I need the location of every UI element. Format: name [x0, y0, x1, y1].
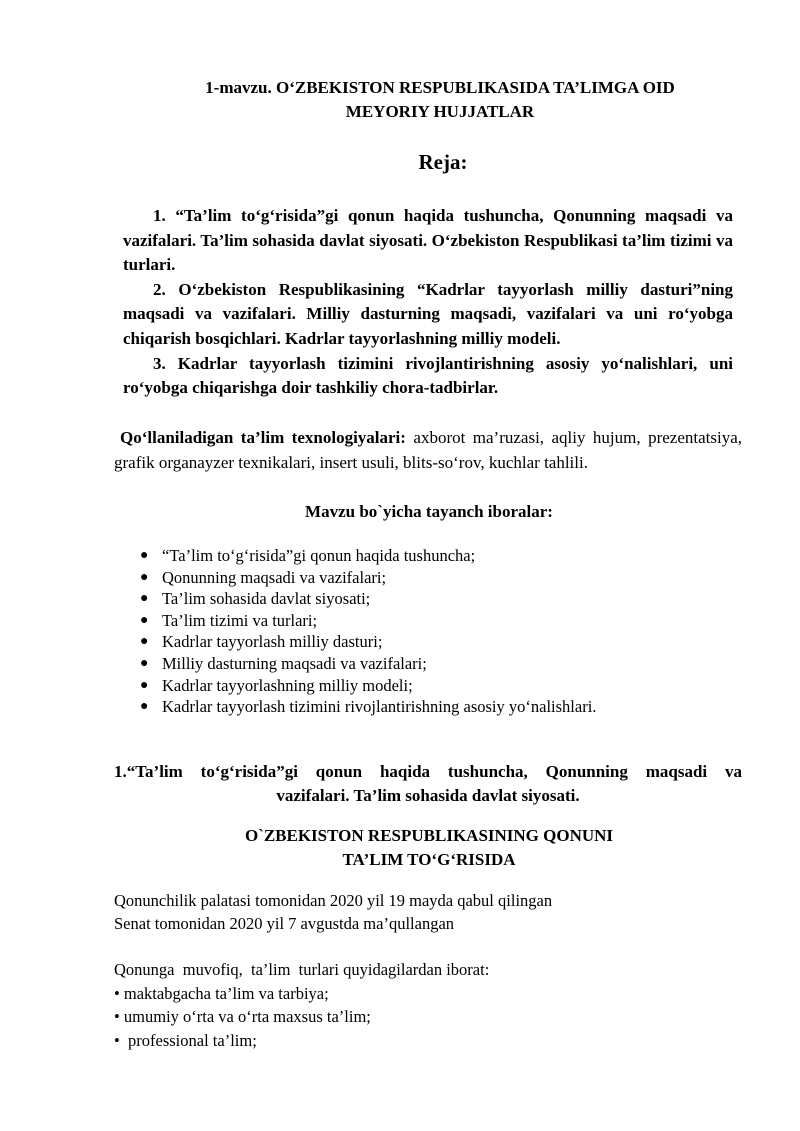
list-item: ● “Ta’lim to‘g‘risida”gi qonun haqida tushuncha; [140, 546, 476, 565]
document-title [160, 76, 720, 124]
list-item: • professional ta’lim; [114, 1030, 257, 1050]
list-item: ● Ta’lim tizimi va turlari; [140, 610, 318, 630]
title-line-1: 1-mavzu. O‘ZBEKISTON RESPUBLIKASIDA TA’LIMGA OID [205, 78, 675, 97]
list-item: ● Qonunning maqsadi va vazifalari; [140, 567, 387, 587]
section-1-heading [114, 760, 742, 808]
section-1-heading-line-2: vazifalari. Ta’lim sohasida davlat siyosati. [276, 786, 580, 805]
keywords-heading: Mavzu bo`yicha tayanch iboralar: [305, 502, 553, 521]
plan-item: 1. “Ta’lim to‘g‘risida”gi qonun haqida tushuncha, Qonunning maqsadi va vazifalari. Ta’lim sohasida davlat siyosati. O‘zbekiston Respublikasi ta’lim tizimi va turlari. [123, 206, 733, 275]
plan-item: 3. Kadrlar tayyorlash tizimini rivojlantirishning asosiy yo‘nalishlari, uni ro‘yobga chiqarishga doir tashkiliy chora-tadbirlar. [123, 353, 733, 398]
bullet-icon: ● [140, 548, 149, 563]
bullet-icon: ● [140, 634, 149, 650]
list-item: ● Kadrlar tayyorlash milliy dasturi; [140, 632, 383, 652]
bullet-icon: ● [140, 612, 149, 628]
adoption-date: Qonunchilik palatasi tomonidan 2020 yil 19 mayda qabul qilingan [114, 891, 553, 910]
list-item: ● Milliy dasturning maqsadi va vazifalari; [140, 653, 427, 673]
bullet-icon: ● [140, 655, 149, 671]
education-types-intro: Qonunga muvofiq, ta’lim turlari quyidagilardan iborat: [114, 960, 490, 979]
list-item: ● Kadrlar tayyorlash tizimini rivojlantirishning asosiy yo‘nalishlari. [140, 697, 597, 717]
plan-heading: Reja: [418, 150, 468, 174]
plan-item: 2. O‘zbekiston Respublikasining “Kadrlar tayyorlash milliy dasturi”ning maqsadi va vazifalari. Milliy dasturning maqsadi, vazifalari va uni ro‘yobga chiqarish bosqichlari. Kadrlar tayyorlashning milliy modeli. [123, 279, 733, 348]
section-1-heading-line-1: 1.“Ta’lim to‘g‘risida”gi qonun haqida tushuncha, Qonunning maqsadi va [114, 762, 742, 781]
bullet-icon: ● [140, 699, 149, 715]
list-item: ● Kadrlar tayyorlashning milliy modeli; [140, 675, 413, 695]
bullet-icon: ● [140, 591, 149, 607]
title-line-2: MEYORIY HUJJATLAR [345, 102, 535, 121]
law-dates [114, 889, 552, 935]
keywords-list [140, 545, 596, 718]
list-item: • maktabgacha ta’lim va tarbiya; [114, 983, 329, 1003]
list-item: ● Ta’lim sohasida davlat siyosati; [140, 589, 371, 609]
law-title-line-2: TA’LIM TO‘G‘RISIDA [342, 850, 516, 869]
bullet-icon: ● [140, 677, 149, 693]
plan-list [123, 204, 733, 401]
list-item: • umumiy o‘rta va o‘rta maxsus ta’lim; [114, 1007, 371, 1026]
technologies-text: axborot ma’ruzasi, aqliy hujum, prezentatsiya, grafik organayzer texnikalari, insert usuli, blits-so‘rov, kuchlar tahlili. [114, 428, 742, 472]
education-types [114, 958, 489, 1052]
bullet-icon: ● [140, 569, 149, 585]
law-title-line-1: O`ZBEKISTON RESPUBLIKASINING QONUNI [244, 826, 614, 845]
law-title [0, 824, 800, 872]
technologies-paragraph [114, 426, 742, 475]
technologies-label: Qo‘llaniladigan ta’lim texnologiyalari: [120, 428, 406, 447]
approval-date: Senat tomonidan 2020 yil 7 avgustda ma’qullangan [114, 914, 455, 933]
